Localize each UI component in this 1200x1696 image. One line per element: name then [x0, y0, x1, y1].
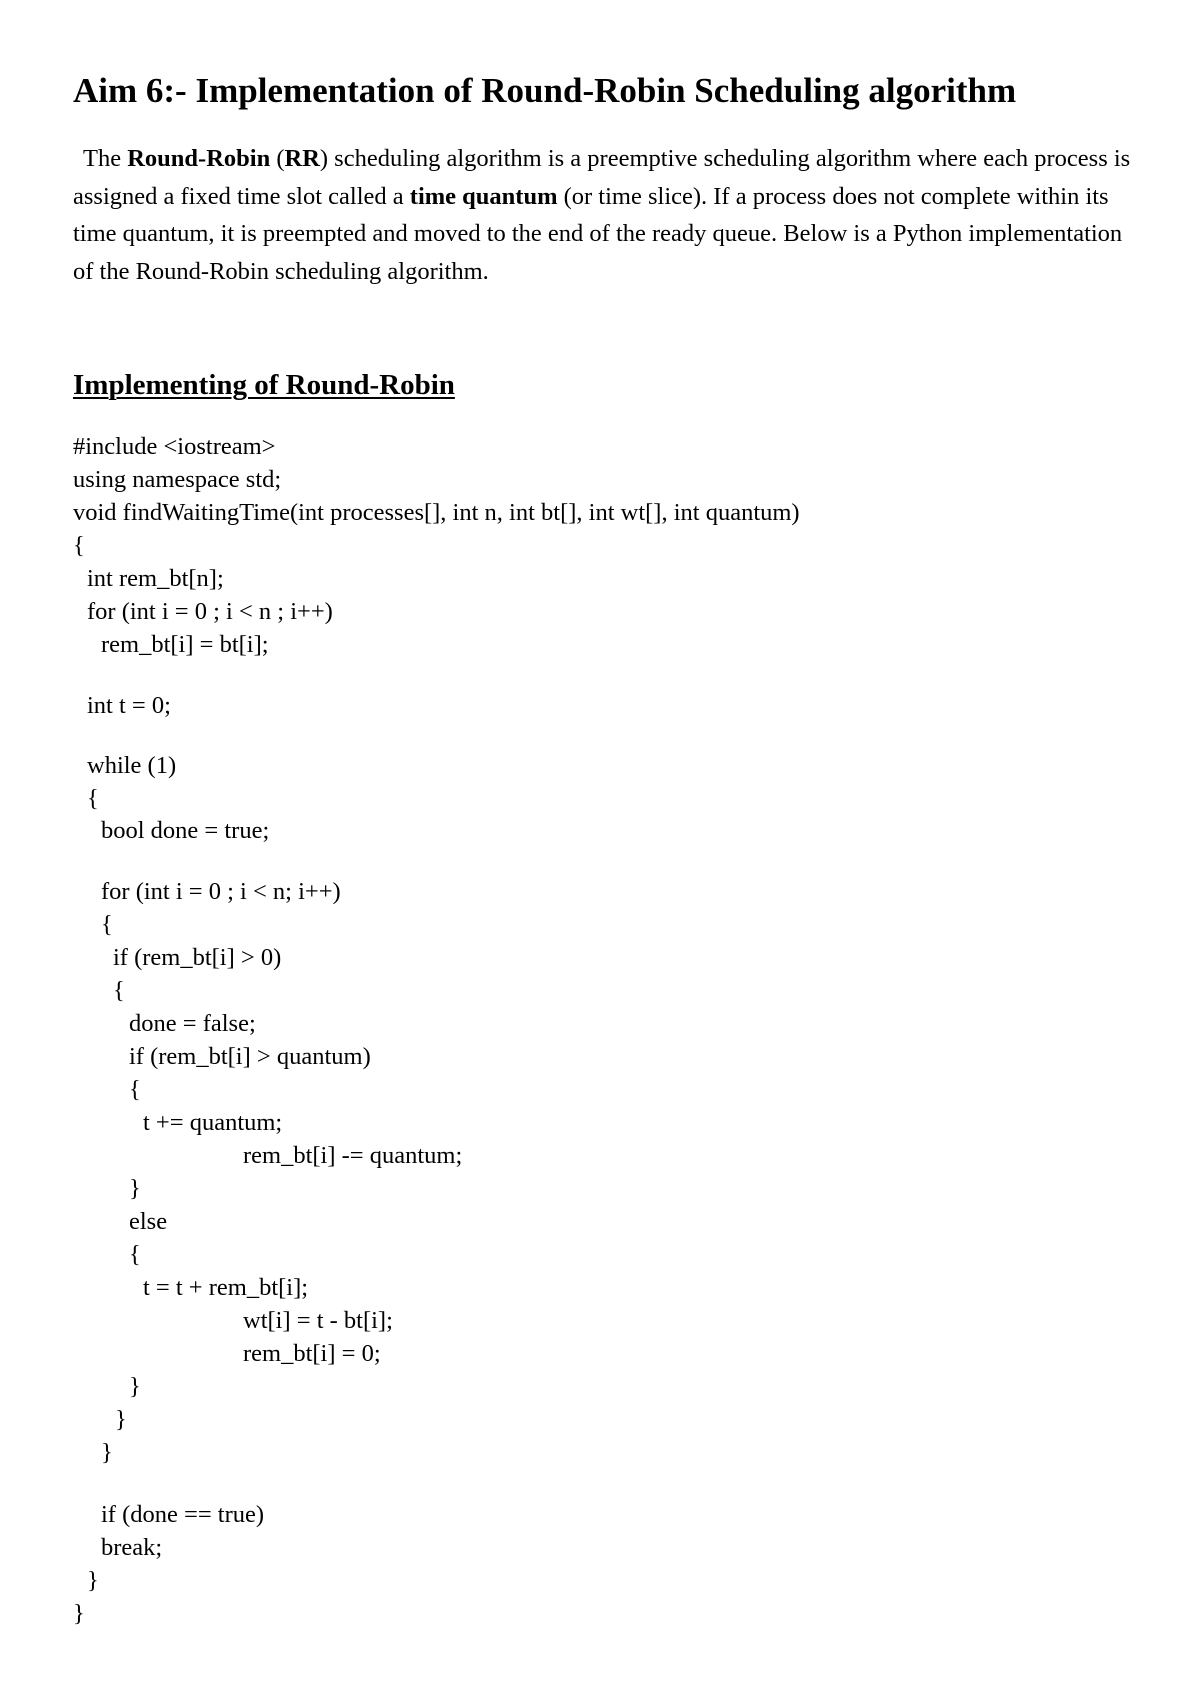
code-line: #include <iostream> [73, 433, 276, 460]
code-line: { [129, 1241, 141, 1268]
code-line: } [129, 1373, 141, 1400]
code-line: { [87, 785, 99, 812]
section-title: Implementing of Round-Robin [73, 369, 455, 401]
code-line: } [73, 1600, 85, 1627]
code-line: if (rem_bt[i] > quantum) [129, 1043, 371, 1070]
code-line: { [113, 977, 125, 1004]
code-line: using namespace std; [73, 466, 282, 493]
code-line: } [101, 1439, 113, 1466]
code-line: for (int i = 0 ; i < n ; i++) [87, 598, 333, 625]
code-line: if (rem_bt[i] > 0) [113, 944, 282, 971]
code-line: t += quantum; [143, 1109, 283, 1136]
code-line: { [73, 532, 85, 559]
code-line: { [129, 1076, 141, 1103]
code-line: rem_bt[i] -= quantum; [243, 1142, 463, 1169]
intro-bold-term: time quantum [409, 182, 558, 210]
intro-bold-term: RR [284, 145, 320, 172]
code-line: for (int i = 0 ; i < n; i++) [101, 878, 341, 905]
code-block [73, 0, 1143, 1696]
code-line: rem_bt[i] = 0; [243, 1340, 381, 1367]
code-line: } [115, 1406, 127, 1433]
code-line: } [87, 1567, 99, 1594]
code-line: rem_bt[i] = bt[i]; [101, 631, 269, 658]
intro-bold-term: Round-Robin [127, 145, 271, 172]
code-line: break; [101, 1534, 163, 1561]
intro-text: (or time slice). If a process does not complete within its time quantum, it is preempted and moved to the end of the ready queue. Below is a Python implementation of the Round-Robin scheduling algorithm. [73, 182, 1123, 285]
intro-text: ) scheduling algorithm is a preemptive scheduling algorithm where each process is assigned a fixed time slot called a [73, 145, 1131, 210]
code-line: bool done = true; [101, 817, 270, 844]
code-line: { [101, 911, 113, 938]
intro-text: ( [270, 145, 285, 172]
code-line: t = t + rem_bt[i]; [143, 1274, 309, 1301]
code-line: done = false; [129, 1010, 256, 1037]
code-line: while (1) [87, 752, 177, 779]
code-line: int rem_bt[n]; [87, 565, 224, 592]
intro-text: The [83, 145, 128, 172]
code-line: else [129, 1208, 168, 1235]
code-line: wt[i] = t - bt[i]; [243, 1307, 393, 1334]
aim-title: Aim 6:- Implementation of Round-Robin Scheduling algorithm [73, 71, 1017, 110]
code-line: void findWaitingTime(int processes[], int n, int bt[], int wt[], int quantum) [73, 499, 800, 526]
code-line: int t = 0; [87, 692, 171, 719]
code-line: } [129, 1175, 141, 1202]
code-line: if (done == true) [101, 1501, 265, 1528]
